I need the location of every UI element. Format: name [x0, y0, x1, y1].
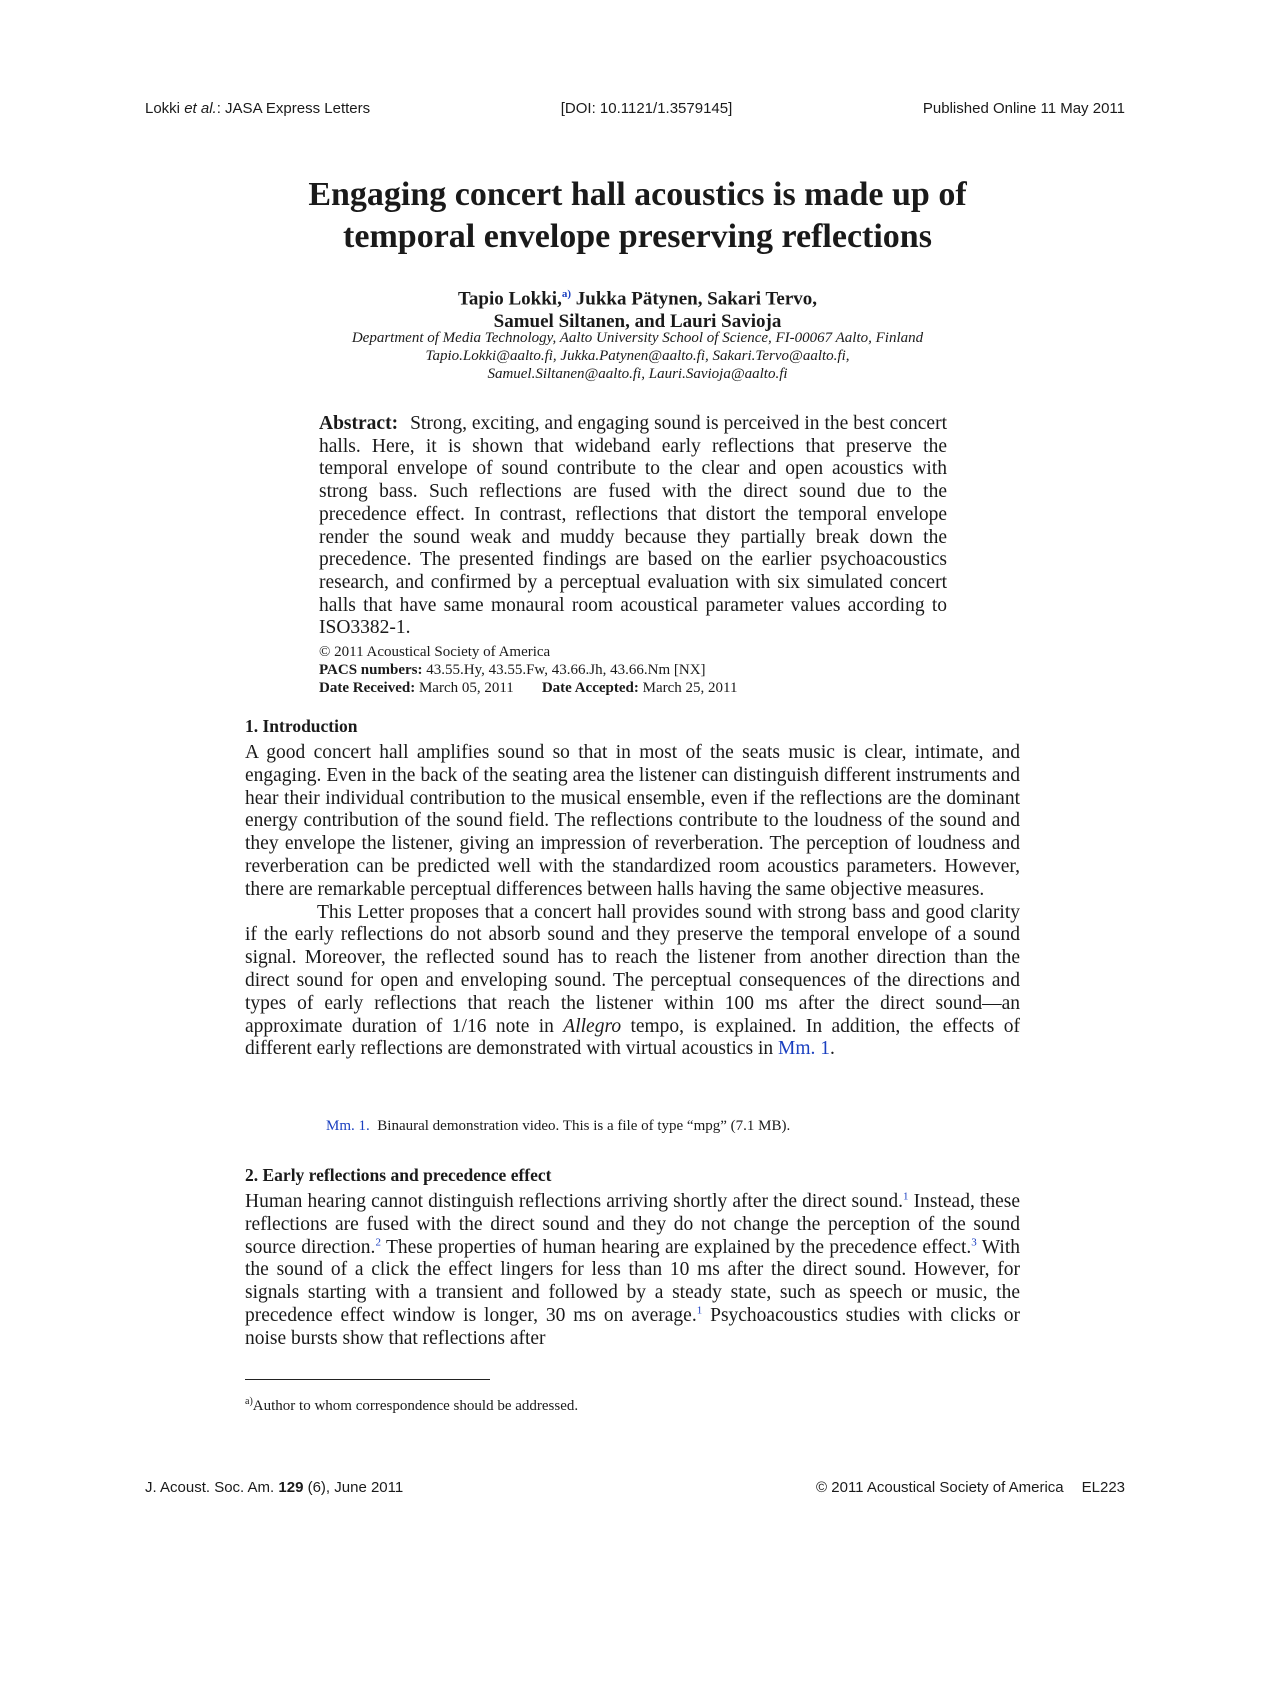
copyright-line: © 2011 Acoustical Society of America [319, 644, 551, 660]
paragraph: A good concert hall amplifies sound so that in most of the seats music is clear, intimate, and engaging. Even in the back of the seating area the listener can distinguish different instruments and hear their individual contribution to the musical ensemble, even if the reflections are the dominant energy contribution of the sound field. The reflections contribute to the loudness of the sound and they envelope the listener, giving an impression of reverberation. The perception of loudness and reverberation can be predicted well with the standardized room acoustics parameters. However, there are remarkable perceptual differences between halls having the same objective measures. [245, 742, 1020, 900]
reference-link[interactable]: 3 [971, 1236, 977, 1249]
header-published: Published Online 11 May 2011 [922, 100, 1125, 117]
header-citation: Lokki et al.: JASA Express Letters [145, 100, 371, 117]
paragraph: Human hearing cannot distinguish reflections arriving shortly after the direct sound.$^1$ Instead, these reflections are fused with the direct sound and they do not change the perception of the sound source direction.$^2$ These properties of human hearing are explained by the precedence effect.$^3$ With the sound of a click the effect lingers for less than 10 ms after the direct sound. However, for signals starting with a transient and followed by a steady state, such as speech or music, the precedence effect window is longer, 30 ms on average.$^1$ Psychoacoustics studies with clicks or noise bursts show that reflections after [245, 1190, 1021, 1349]
author-list: Tapio Lokki,$^{a)}$ Jukka Pätynen, Sakari Tervo, Samuel Siltanen, and Lauri Savioja [457, 288, 818, 333]
page-footer [145, 1479, 1125, 1496]
page-number: EL223 [1081, 1479, 1125, 1496]
section-heading-early-reflections: 2. Early reflections and precedence effect [245, 1165, 552, 1185]
paper-title: Engaging concert hall acoustics is made up of temporal envelope preserving reflections [308, 176, 967, 255]
introduction-body [245, 742, 1020, 1061]
pacs-line: PACS numbers: 43.55.Hy, 43.55.Fw, 43.66.Jh, 43.66.Nm [NX] [319, 662, 706, 678]
dates-line: Date Received: March 05, 2011 Date Accepted: March 25, 2011 [319, 680, 738, 696]
multimedia-label-link[interactable]: Mm. 1. [326, 1118, 370, 1134]
footer-journal: J. Acoust. Soc. Am. 129 (6), June 2011 [145, 1479, 404, 1496]
abstract-label: Abstract: [319, 413, 399, 434]
section-heading-introduction: 1. Introduction [245, 716, 358, 736]
abstract-text: Strong, exciting, and engaging sound is perceived in the best concert halls. Here, it is shown that wideband early reflections that preserve the temporal envelope of sound contribute to the clear and open acoustics with strong bass. Such reflections are fused with the direct sound due to the precedence effect. In contrast, reflections that distort the temporal envelope render the sound weak and muddy because they partially break down the precedence. The presented findings are based on the earlier psychoacoustics research, and confirmed by a perceptual evaluation with six simulated concert halls that have same monaural room acoustical parameter values according to ISO3382-1. [319, 413, 947, 639]
early-reflections-body [245, 1191, 1020, 1351]
reference-link[interactable]: 2 [375, 1236, 381, 1249]
header-doi: [DOI: 10.1121/1.3579145] [560, 100, 733, 117]
reference-link[interactable]: 1 [696, 1304, 703, 1317]
abstract [319, 413, 947, 640]
footnote-divider [245, 1379, 490, 1380]
reference-link[interactable]: 1 [903, 1190, 909, 1203]
author-footnote-link[interactable]: a) [561, 288, 572, 300]
article-metadata [319, 643, 947, 697]
multimedia-caption: Mm. 1. Binaural demonstration video. This is a file of type “mpg” (7.1 MB). [326, 1118, 791, 1134]
affiliation: Department of Media Technology, Aalto University School of Science, FI-00067 Aalto, Finland Tapio.Lokki@aalto.fi, Jukka.Patynen@aalto.fi, Sakari.Tervo@aalto.fi, Samuel.Siltanen@aalto.fi, Lauri.Savioja@aalto.fi [351, 330, 924, 382]
multimedia-link[interactable]: Mm. 1 [777, 1038, 830, 1060]
running-header [145, 100, 1125, 117]
footer-right: © 2011 Acoustical Society of America EL223 [816, 1479, 1125, 1496]
paragraph: This Letter proposes that a concert hall provides sound with strong bass and good clarity if the early reflections do not absorb sound and they preserve the temporal envelope of a sound signal. Moreover, the reflected sound has to reach the listener from another direction than the direct sound for open and enveloping sound. The perceptual consequences of the directions and types of early reflections that reach the listener within 100 ms after the direct sound—an approximate duration of 1/16 note in Allegro tempo, is explained. In addition, the effects of different early reflections are demonstrated with virtual acoustics in Mm. 1. [245, 901, 1020, 1060]
footnote: $^{a)}$Author to whom correspondence should be addressed. [245, 1396, 579, 1414]
